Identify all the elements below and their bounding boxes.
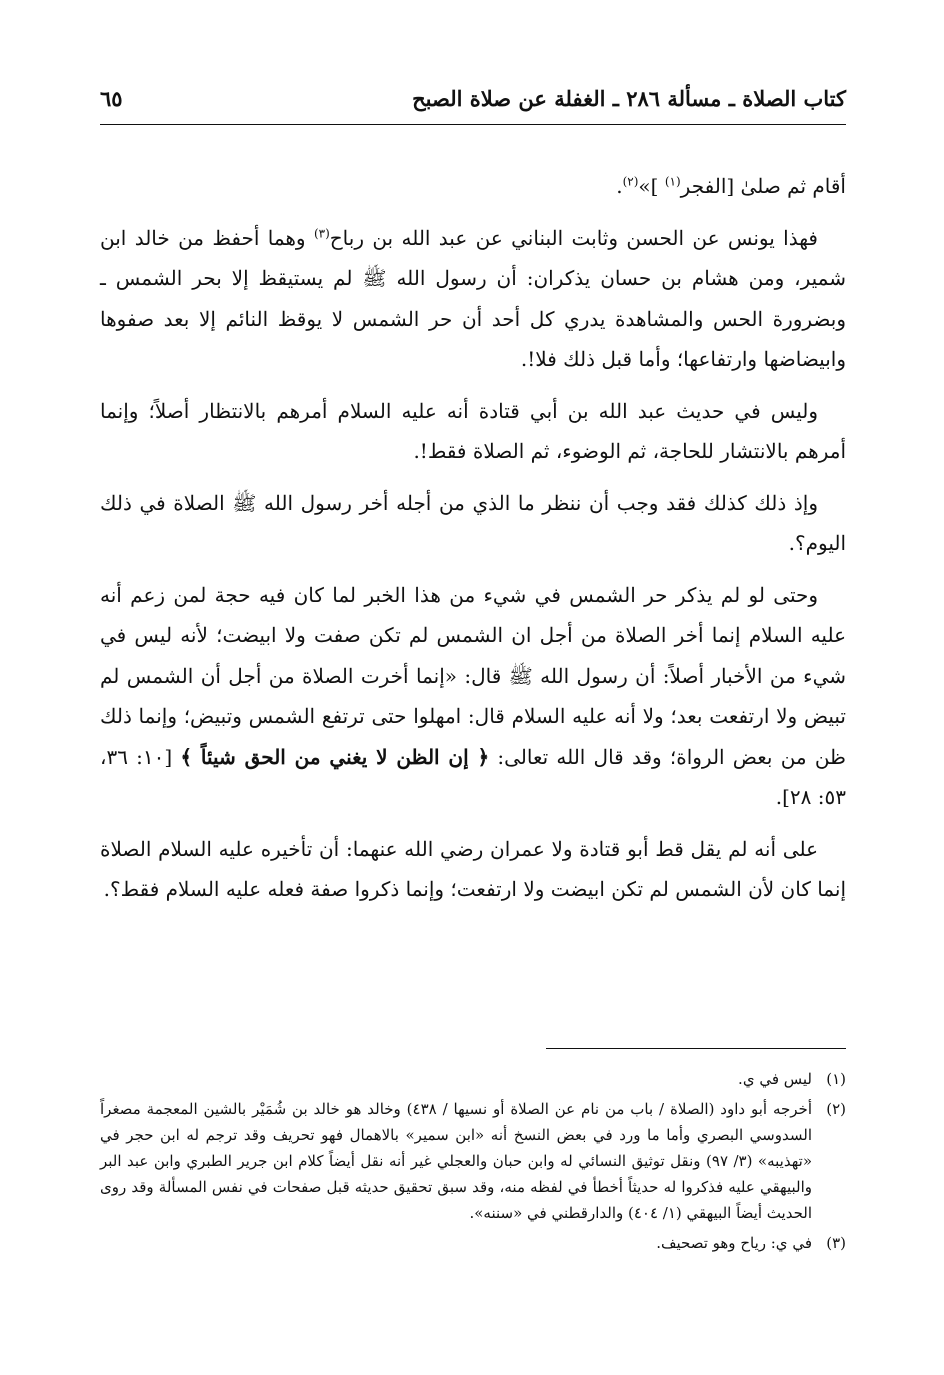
running-header: [100, 86, 846, 120]
footnote-number: (١): [826, 1070, 846, 1088]
p1-text: أقام ثم صلىٰ [الفجر: [680, 174, 846, 198]
paragraph-5: [100, 575, 846, 818]
quran-verse: ﴿ إن الظن لا يغني من الحق شيئاً ﴾: [180, 744, 490, 769]
p1-end: ]»: [638, 174, 665, 198]
p1-tail: .: [616, 174, 623, 198]
paragraph-4: [100, 483, 846, 564]
p5-text: وحتى لو لم يذكر حر الشمس في شيء من هذا الخبر لما كان فيه حجة لمن زعم أنه عليه السلام إنما أخر الصلاة من أجل ان الشمس لم تكن صفت ولا ابيضت؛ لأنه ليس في شيء من الأخبار أصلاً: أن رسول الله ﷺ قال: «إنما أخرت الصلاة من أجل أن الشمس لم تبيض ولا ارتفعت بعد؛ ولا أنه عليه السلام قال: امهلوا حتى ترتفع الشمس وتبيض؛ وإنما ذلك ظن من بعض الرواة؛ وقد قال الله تعالى:: [100, 582, 846, 769]
header-title: كتاب الصلاة ـ مسألة ٢٨٦ ـ الغفلة عن صلاة الصبح: [412, 86, 846, 111]
p2-text-b: وهما أحفظ من خالد ابن شمير، ومن هشام بن حسان يذكران: أن رسول الله ﷺ لم يستيقظ إلا بحر الشمس ـ وبضرورة الحس والمشاهدة يدري كل أحد أن حر الشمس لا يوقظ النائم إلا بعد صفوها وابيضاضها وارتفاعها؛ وأما قبل ذلك فلا!.: [100, 225, 846, 371]
header-divider: [100, 124, 846, 125]
footnote-number: (٢): [826, 1100, 846, 1118]
paragraph-1: [100, 166, 846, 207]
footnote-3: [100, 1230, 846, 1256]
page-number: ٦٥: [100, 86, 123, 111]
footnote-ref-3: (٣): [313, 225, 330, 240]
main-text: [100, 166, 846, 921]
p5-citation: [١٠: ٣٦، ٥٣: ٢٨].: [100, 744, 846, 809]
footnote-text: أخرجه أبو داود (الصلاة / باب من نام عن الصلاة أو نسيها / ٤٣٨) وخالد هو خالد بن شُمَيْر بالشين المعجمة مصغراً السدوسي البصري وأما ما ورد في بعض النسخ أنه «ابن سمير» بالاهمال فهو تحريف وقد ترجم له ابن حجر في «تهذيبه» (٣/ ٩٧) ونقل توثيق النسائي له وابن حبان والعجلي غير أنه نقل أيضاً كلام ابن جرير الطبري وابن عبد البر والبيهقي عليه فذكروا له حديثاً أخطأ في لفظه منه، وقد سبق تحقيق حديثه قبل صفحات في نفس المسألة وقد روى الحديث أيضاً البيهقي (١/ ٤٠٤) والدارقطني في «سننه».: [100, 1100, 812, 1222]
footnote-ref-2: (٢): [622, 174, 639, 189]
paragraph-2: [100, 218, 846, 380]
footnote-divider: [546, 1048, 846, 1049]
paragraph-6: [100, 829, 846, 910]
footnote-number: (٣): [826, 1234, 846, 1252]
p4-text: وإذ ذلك كذلك فقد وجب أن ننظر ما الذي من أجله أخر رسول الله ﷺ الصلاة في ذلك اليوم؟.: [100, 490, 846, 555]
footnote-1: [100, 1066, 846, 1092]
p3-text: وليس في حديث عبد الله بن أبي قتادة أنه عليه السلام أمرهم بالانتظار أصلاً؛ وإنما أمرهم بالانتشار للحاجة، ثم الوضوء، ثم الصلاة فقط!.: [100, 398, 846, 463]
p6-text: على أنه لم يقل قط أبو قتادة ولا عمران رضي الله عنهما: أن تأخيره عليه السلام الصلاة إنما كان لأن الشمس لم تكن ابيضت ولا ارتفعت؛ وإنما ذكروا صفة فعله عليه السلام فقط؟.: [100, 836, 846, 901]
footnote-2: [100, 1096, 846, 1226]
footnote-ref-1: (١): [664, 174, 681, 189]
footnotes: [100, 1066, 846, 1260]
paragraph-3: [100, 391, 846, 472]
p2-text-a: فهذا يونس عن الحسن وثابت البناني عن عبد الله بن رباح: [329, 225, 818, 250]
footnote-text: ليس في ي.: [738, 1070, 812, 1088]
footnote-text: في ي: رياح وهو تصحيف.: [656, 1234, 812, 1252]
